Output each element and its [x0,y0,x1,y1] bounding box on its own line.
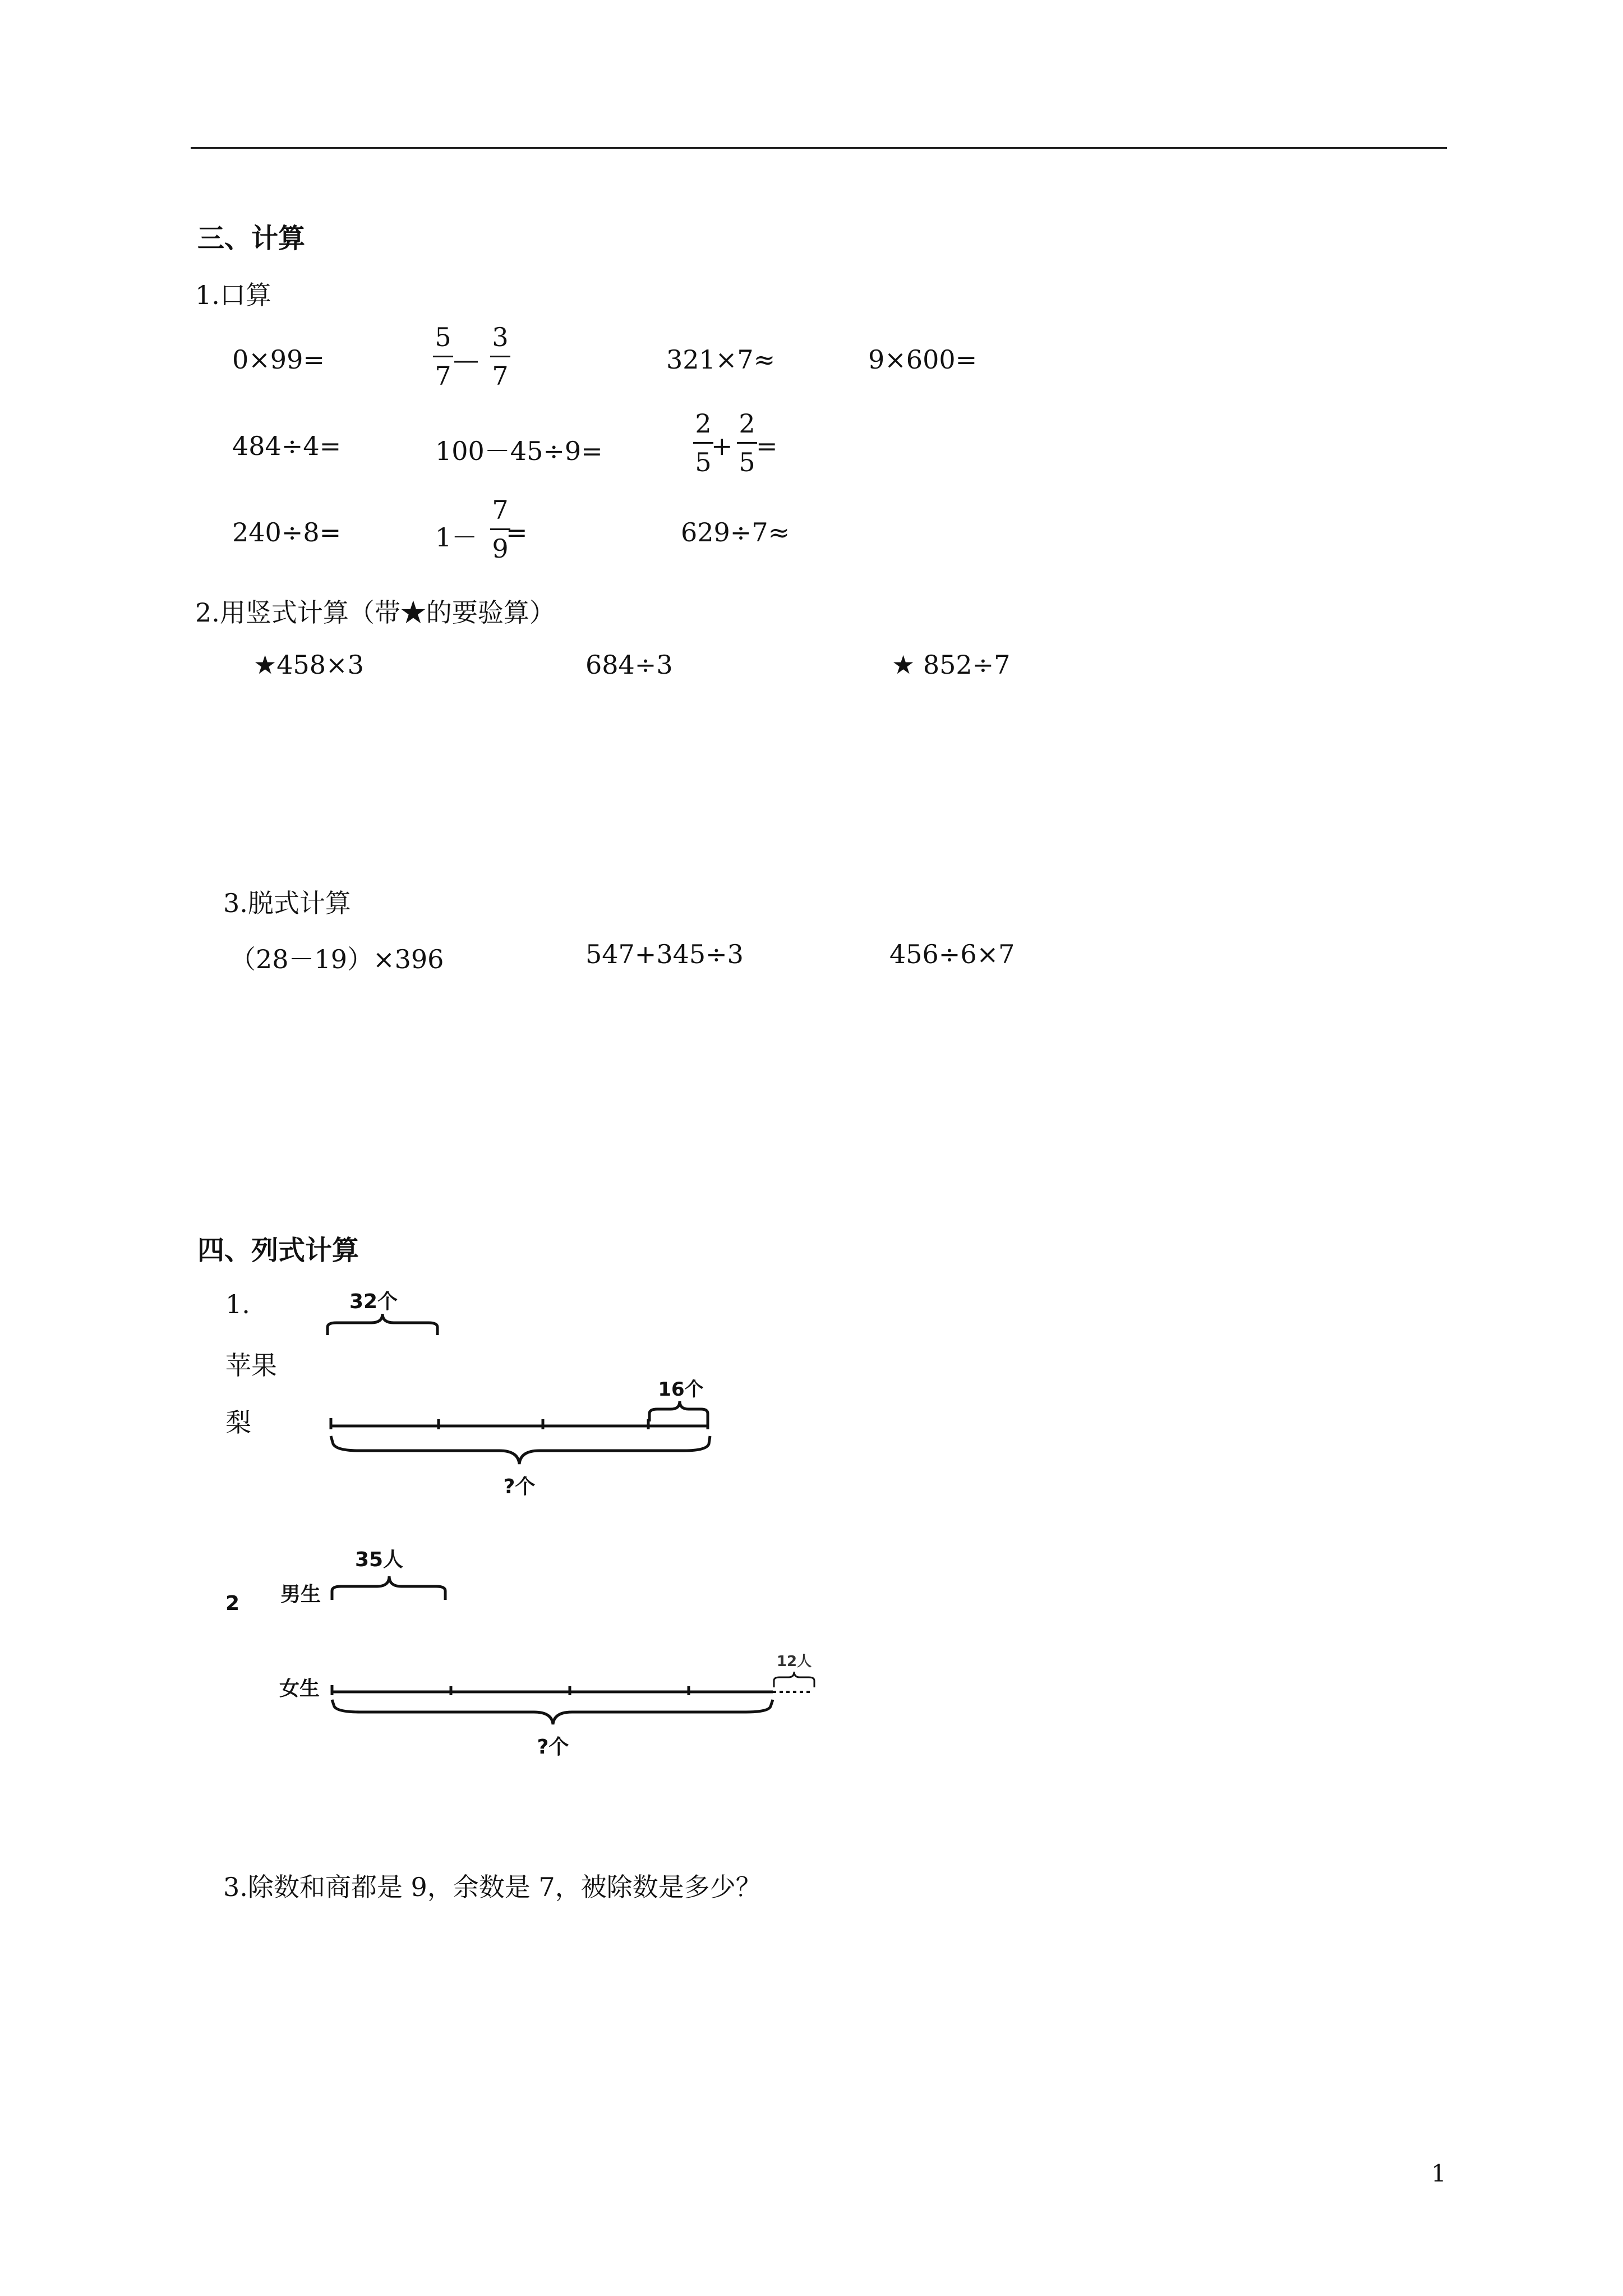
q1-r2-operator: + [711,431,733,461]
q1-r2-fraction-2 [736,407,758,478]
q1-r2-equals: = [756,431,778,461]
p1-pear-label: 梨 [225,1407,251,1438]
fraction-denominator: 7 [435,361,451,391]
page-number: 1 [1431,2160,1446,2187]
fraction-numerator: 2 [695,408,712,439]
boys-label: 男生 [280,1583,321,1606]
q1-r2-a: 484÷4= [232,431,342,461]
fraction-bar [693,442,713,444]
p2-line-diagram [213,1537,830,1773]
apple-count-label: 32个 [349,1290,398,1313]
pear-total-question: ?个 [503,1475,536,1498]
q3-label: 3.脱式计算 [223,888,351,918]
fraction-denominator: 9 [492,533,509,564]
apple-brace [328,1314,437,1335]
q1-r1-d: 9×600= [868,344,978,375]
girls-total-brace [332,1700,773,1724]
section-3-title: 三、计算 [197,223,306,254]
girls-extra-brace [774,1672,814,1687]
pear-line [331,1418,708,1429]
boys-count-label: 35人 [354,1548,404,1571]
q1-r1-fraction-2 [489,321,511,392]
q1-r3-b-prefix: 1－ [435,522,478,553]
p1-number: 1. [225,1289,250,1319]
fraction-numerator: 3 [492,322,509,352]
fraction-bar [433,356,453,357]
girls-extra-label: 12人 [776,1653,812,1670]
header-rule [191,147,1447,149]
q1-r1-c: 321×7≈ [666,344,776,375]
q1-label: 1.口算 [195,280,271,310]
pear-extra-brace [649,1401,708,1421]
fraction-denominator: 5 [695,447,712,477]
q1-r1-operator: — [453,344,479,375]
q3-c: 456÷6×7 [889,939,1015,969]
p1-apple-label: 苹果 [225,1350,277,1381]
q2-a: ★458×3 [253,650,364,680]
q1-r2-b: 100－45÷9= [435,436,603,466]
pear-extra-label: 16个 [658,1378,704,1401]
q1-r1-fraction-1 [432,321,454,392]
p2-number: 2 [225,1592,240,1615]
fraction-numerator: 2 [739,408,755,439]
fraction-numerator: 5 [435,322,451,352]
girls-label: 女生 [279,1677,320,1700]
p3-question: 3.除数和商都是 9，余数是 7，被除数是多少？ [223,1872,762,1902]
section-4-title: 四、列式计算 [197,1235,359,1266]
q1-r3-c: 629÷7≈ [681,517,790,547]
q2-c: ★ 852÷7 [892,650,1011,680]
pear-total-brace [331,1436,710,1464]
fraction-bar [490,356,510,357]
fraction-denominator: 5 [739,447,755,477]
fraction-denominator: 7 [492,361,509,391]
q3-a: （28－19）×396 [230,944,444,974]
q1-r3-equals: = [506,517,528,547]
q3-b: 547+345÷3 [585,939,744,969]
q2-b: 684÷3 [585,650,673,680]
fraction-bar [737,442,757,444]
q1-r1-a: 0×99= [232,344,325,375]
girls-line [332,1685,773,1695]
boys-brace [332,1576,445,1600]
fraction-numerator: 7 [492,495,509,525]
girls-total-question: ?个 [537,1736,569,1759]
q1-r3-a: 240÷8= [232,517,342,547]
q2-label: 2.用竖式计算（带★的要验算） [195,597,555,628]
p1-line-diagram [314,1279,718,1515]
